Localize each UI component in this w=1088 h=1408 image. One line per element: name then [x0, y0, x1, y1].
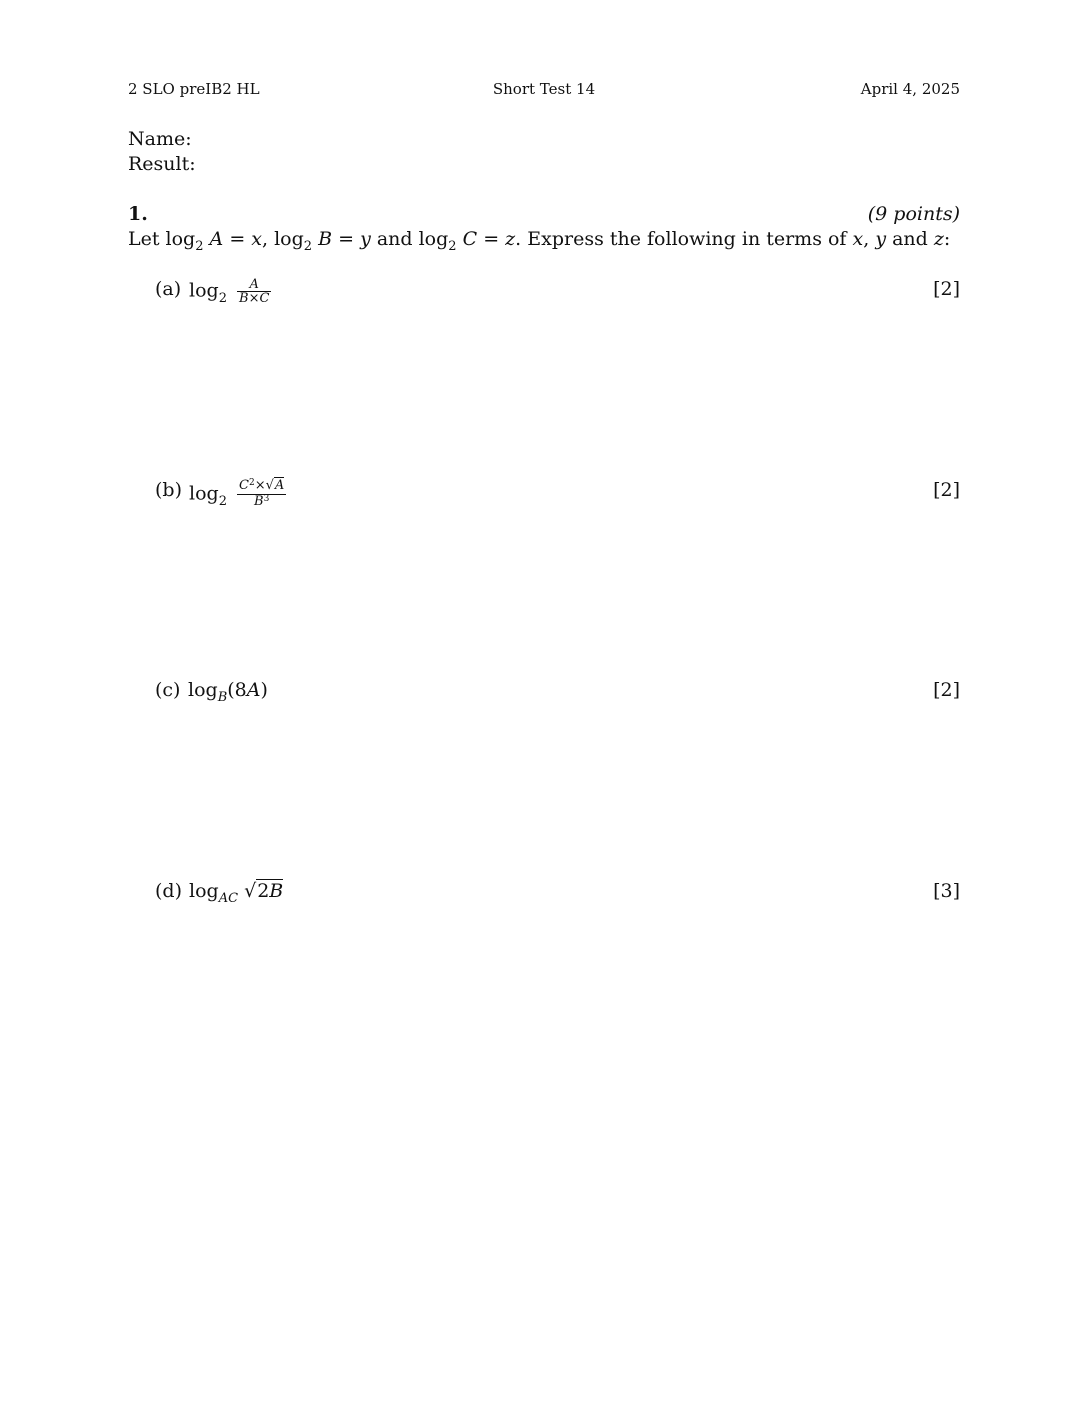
question-intro-tail: . Express the following in terms of	[515, 228, 847, 250]
part-c	[155, 679, 960, 711]
question-points: (9 points)	[867, 203, 960, 225]
part-c-expression: $\log_B(8A)$	[188, 679, 268, 705]
part-c-label: (c)	[155, 679, 181, 701]
course-label: 2 SLO preIB2 HL	[128, 80, 260, 98]
part-a	[155, 278, 960, 310]
part-b-expression: $\log_2$ $\frac{C^2\times√A}{B^3}$	[189, 478, 285, 509]
test-date: April 4, 2025	[860, 80, 960, 98]
part-d-marks: [3]	[933, 880, 960, 902]
part-d	[155, 880, 960, 912]
page-header	[128, 80, 960, 100]
part-d-label: (d)	[155, 880, 182, 902]
question-header	[128, 203, 960, 227]
test-title: Short Test 14	[492, 80, 596, 98]
part-a-expression: $\log_2$ $\frac{A}{B\times C}$	[189, 277, 270, 306]
part-c-marks: [2]	[933, 679, 960, 701]
part-a-marks: [2]	[933, 278, 960, 300]
part-d-expression: $\log_{AC} √2B$	[189, 880, 284, 906]
part-a-label: (a)	[155, 278, 182, 300]
part-b-label: (b)	[155, 479, 182, 501]
question-statement: Let $\log_2 A = x$, $\log_2 B = y$ and $\log_2 C = z$. Express the following in terms of x, y and z:	[128, 228, 951, 254]
question-number: 1.	[128, 203, 148, 225]
part-b-marks: [2]	[933, 479, 960, 501]
name-label: Name:	[128, 128, 192, 150]
result-label: Result:	[128, 153, 196, 175]
part-b	[155, 479, 960, 511]
